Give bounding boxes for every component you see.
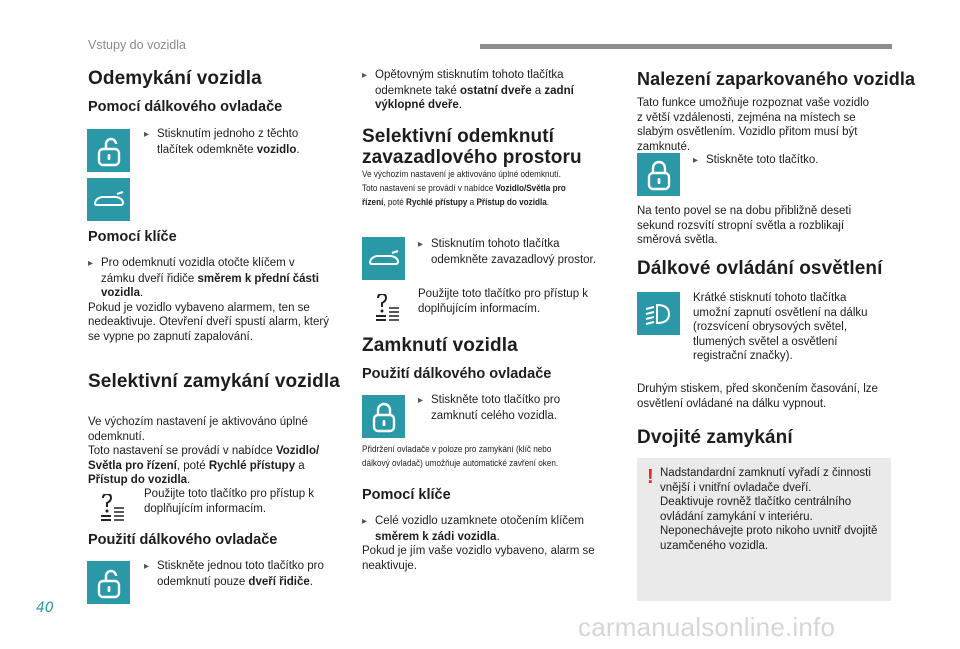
find-vehicle-after: Na tento povel se na dobu přibližně deseti sekund rozsvítí stropní světla a rozblikají směrová světla. [637, 205, 852, 246]
bullet-icon: ▸ [362, 516, 368, 527]
unlock-icon [87, 129, 130, 172]
lock-note: Přidržení ovladače v poloze pro zamykání (klíč nebo dálkový ovladač) umožňuje automatické zavření oken. [362, 444, 559, 469]
lock-icon [362, 395, 405, 438]
bullet-icon: ▸ [362, 70, 368, 81]
selective-help-text: Použijte toto tlačítko pro přístup k doplňujícím informacím. [144, 488, 315, 515]
find-vehicle-text: Tato funkce umožňuje rozpoznat vaše vozidlo z větší vzdálenosti, zejména na místech se slabým osvětlením. Vozidlo přitom musí být zamknuté. [637, 97, 870, 153]
bullet-icon: ▸ [88, 258, 94, 269]
remote-unlock-text: ▸ Stisknutím jednoho z těchto tlačítek odemkněte vozidlo. [144, 128, 300, 156]
bullet-icon: ▸ [144, 129, 150, 140]
bullet-icon: ▸ [693, 155, 699, 166]
remote-lighting-after: Druhým stiskem, před skončením časování, lze osvětlení ovládané na dálku vypnout. [637, 383, 878, 410]
subheading-key: Pomocí klíče [88, 229, 177, 245]
second-press-text: ▸ Opětovným stisknutím tohoto tlačítka odemknete také ostatní dveře a zadní výklopné dveře. [362, 69, 574, 111]
trunk-note: Ve výchozím nastavení je aktivováno úplné odemknutí. Toto nastavení se provádí v nabídce Vozidlo/Světla pro řízení, poté Rychlé přístupy a Přístup do vozidla. [362, 169, 566, 208]
unlock-icon [87, 561, 130, 604]
subheading-lock-key: Pomocí klíče [362, 487, 451, 503]
info-help-icon [372, 294, 400, 327]
trunk-help-text: Použijte toto tlačítko pro přístup k doplňujícím informacím. [418, 288, 589, 315]
heading-selective-locking: Selektivní zamykání vozidla [88, 371, 340, 392]
trunk-unlock-text: ▸ Stisknutím tohoto tlačítka odemkněte zavazadlový prostor. [418, 238, 596, 266]
subheading-remote: Pomocí dálkového ovladače [88, 99, 283, 115]
watermark: carmanualsonline.info [578, 612, 836, 642]
header-divider [480, 44, 892, 49]
remote-driver-unlock-text: ▸ Stiskněte jednou toto tlačítko pro odemknutí pouze dveří řidiče. [144, 560, 324, 588]
heading-find-vehicle: Nalezení zaparkovaného vozidla [637, 69, 916, 89]
remote-lighting-text: Krátké stisknutí tohoto tlačítka umožní zapnutí osvětlení na dálku (rozsvícení obrysových světel, tlumených světel a osvětlení registrační značky). [693, 292, 868, 362]
page-number: 40 [36, 600, 54, 616]
find-vehicle-bullet: ▸ Stiskněte toto tlačítko. [693, 153, 819, 169]
selective-text: Ve výchozím nastavení je aktivováno úplné odemknutí. Toto nastavení se provádí v nabídce Vozidlo/ Světla pro řízení, poté Rychlé přístupy a Přístup do vozidla. [88, 416, 320, 486]
double-locking-warning: Nadstandardní zamknutí vyřadí z činnosti vnější i vnitřní ovladače dveří. Deaktivuje rovněž tlačítko centrálního ovládání zamykání v interiéru. Neponechávejte proto nikoho uvnitř dvojitě uzamčeného vozidla. [660, 467, 878, 552]
headlight-icon [637, 292, 680, 335]
section-title: Vstupy do vozidla [88, 38, 186, 52]
car-trunk-icon [362, 237, 405, 280]
heading-locking: Zamknutí vozidla [362, 335, 518, 356]
key-unlock-text: ▸ Pro odemknutí vozidla otočte klíčem v zámku dveří řidiče směrem k přední části vozidla. Pokud je vozidlo vybaveno alarmem, ten se nedeaktivuje. Otevření dveří spustí alarm, který se vypne po zapnutí zapalování. [88, 257, 329, 343]
car-trunk-icon [87, 178, 130, 221]
lock-icon [637, 153, 680, 196]
heading-remote-lighting: Dálkové ovládání osvětlení [637, 258, 883, 279]
subheading-lock-remote: Použití dálkového ovladače [362, 366, 552, 382]
bullet-icon: ▸ [418, 395, 424, 406]
subheading-remote-2: Použití dálkového ovladače [88, 532, 278, 548]
heading-double-locking: Dvojité zamykání [637, 427, 793, 448]
heading-unlocking: Odemykání vozidla [88, 68, 262, 89]
bullet-icon: ▸ [144, 561, 150, 572]
heading-trunk-unlock: Selektivní odemknutí zavazadlového prostoru [362, 126, 582, 168]
bullet-icon: ▸ [418, 239, 424, 250]
lock-remote-text: ▸ Stiskněte toto tlačítko pro zamknutí celého vozidla. [418, 394, 561, 422]
info-help-icon [97, 494, 125, 527]
warning-icon: ! [647, 466, 654, 488]
lock-key-text: ▸ Celé vozidlo uzamknete otočením klíčem směrem k zádi vozidla. Pokud je jím vaše vozidlo vybaveno, alarm se neaktivuje. [362, 515, 595, 572]
